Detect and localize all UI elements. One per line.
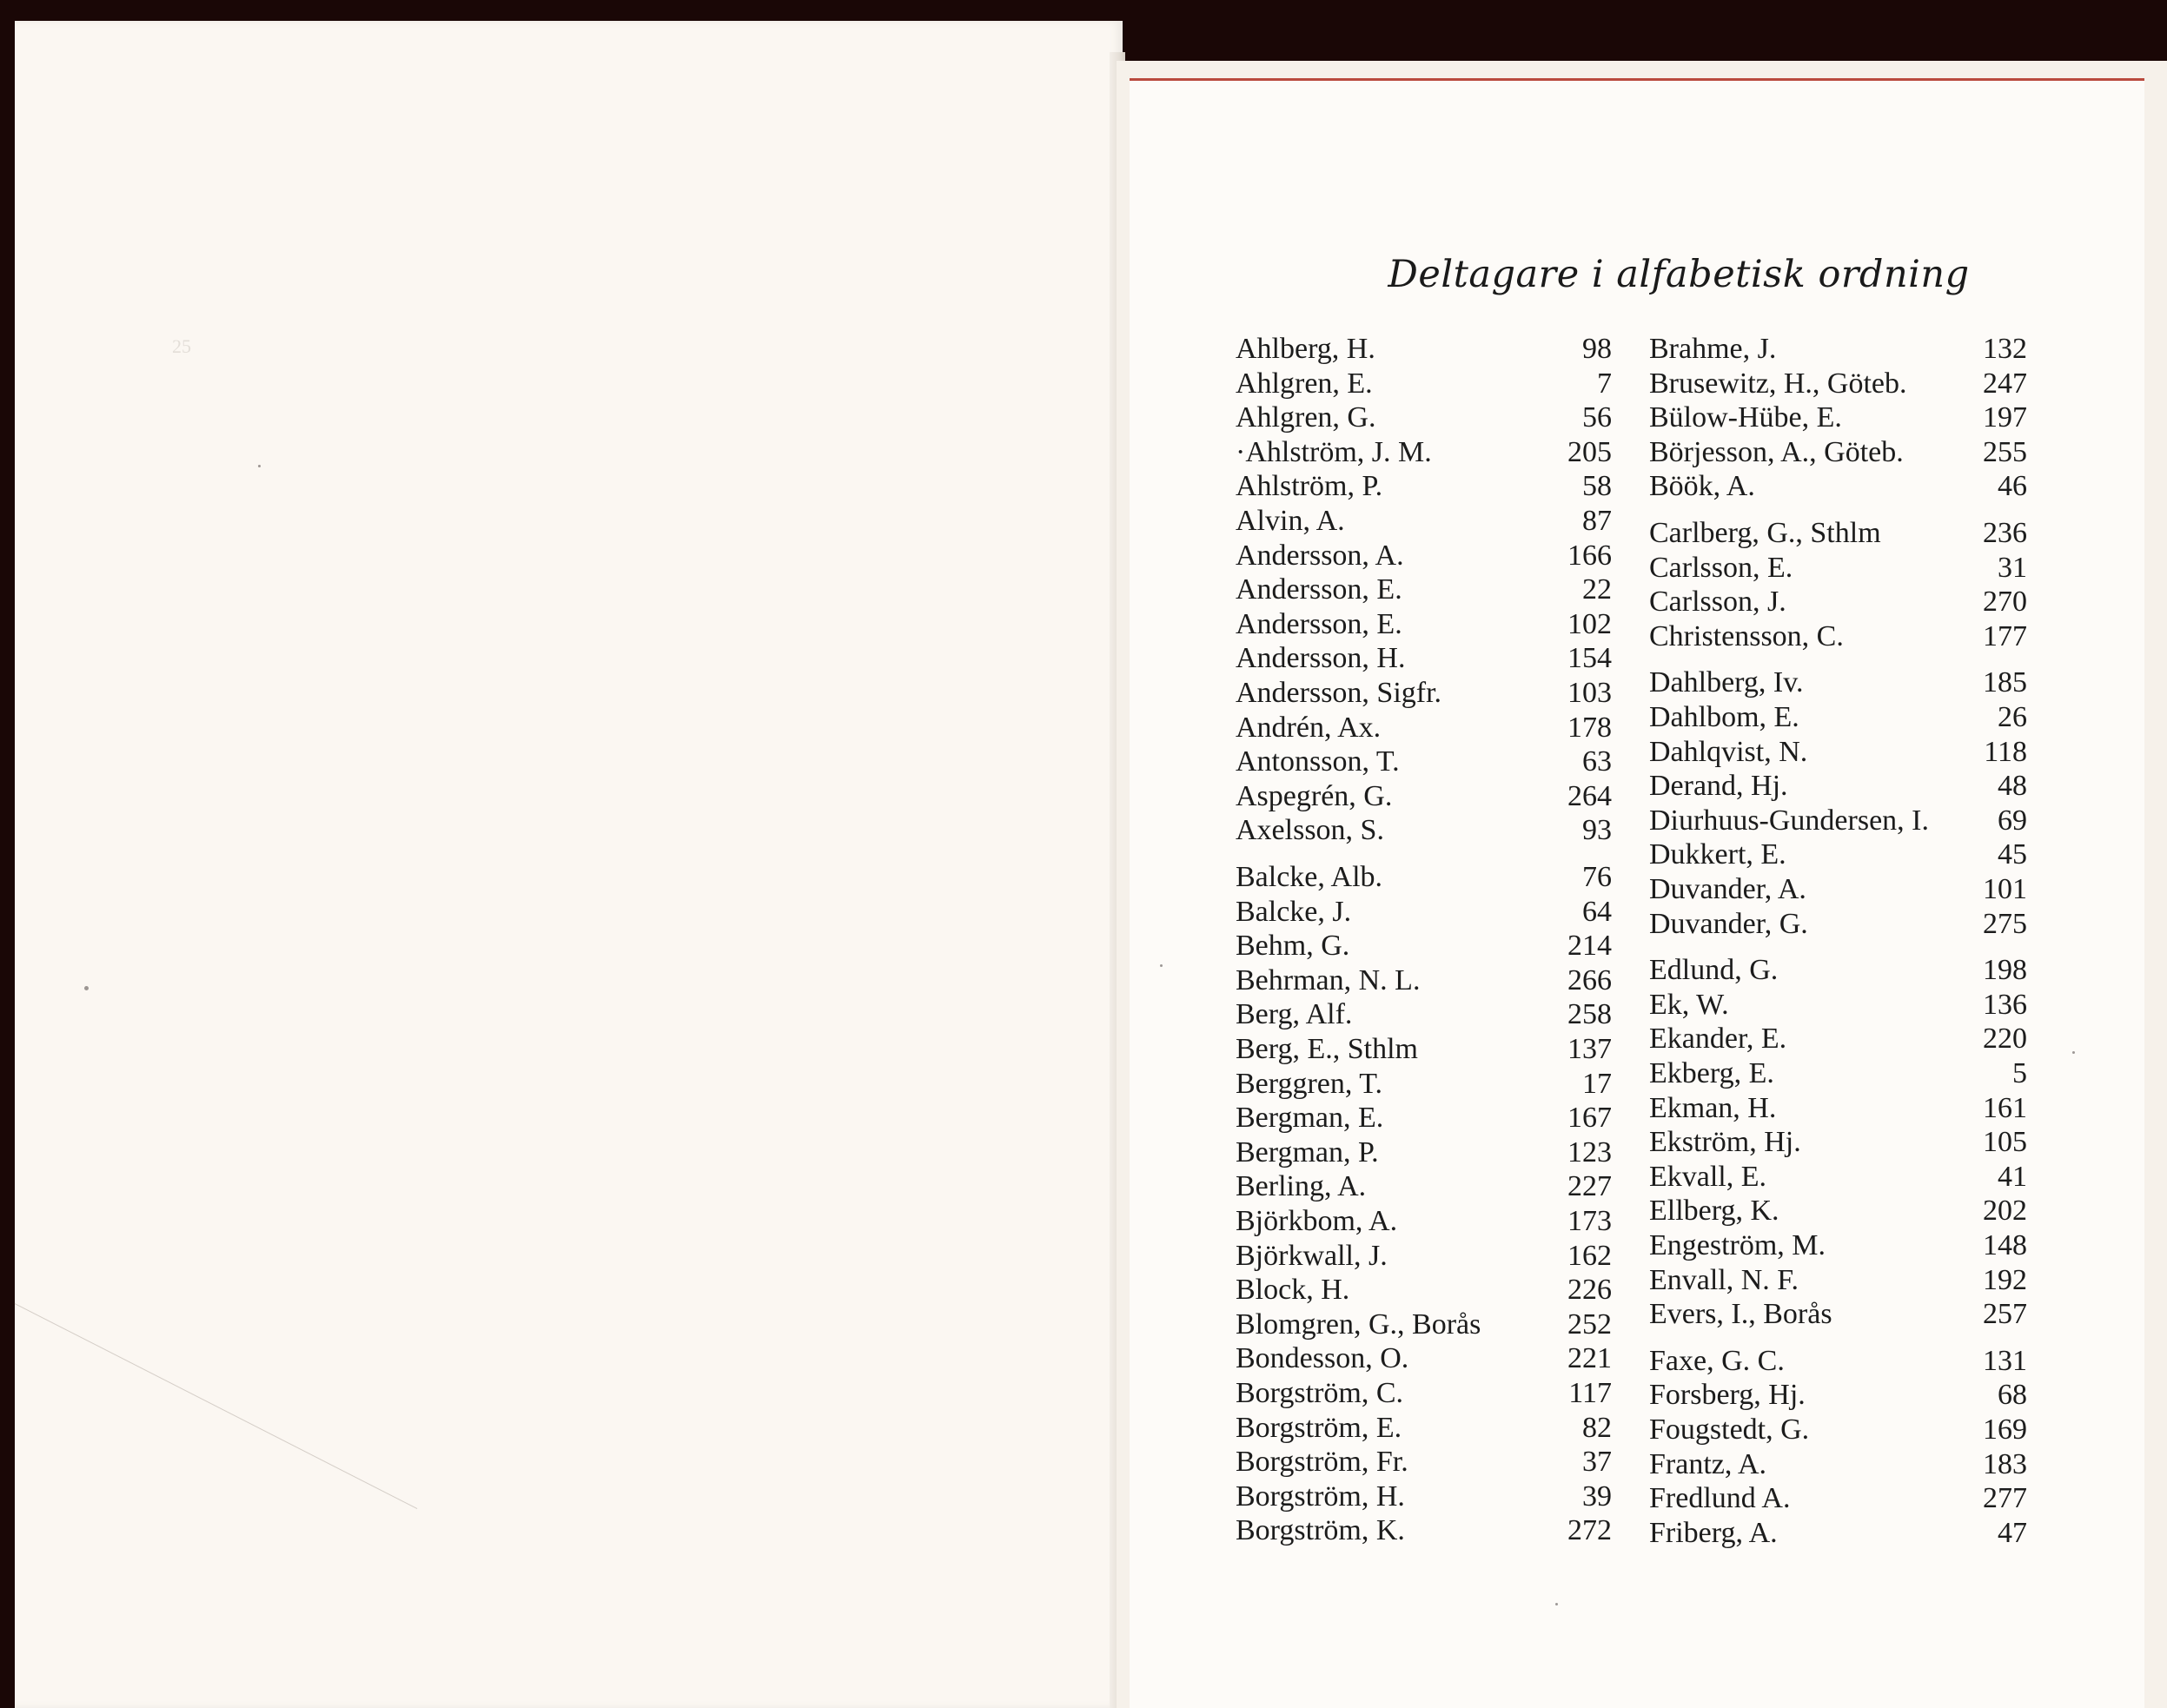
- entry-page-number: 103: [1567, 677, 1612, 709]
- entry-page-number: 39: [1582, 1480, 1612, 1513]
- entry-page-number: 46: [1998, 470, 2027, 503]
- entry-page-number: 275: [1983, 907, 2027, 940]
- entry-page-number: 132: [1983, 333, 2027, 365]
- index-entry: [1236, 1101, 1612, 1135]
- entry-page-number: 214: [1567, 930, 1612, 963]
- index-entry: [1649, 1344, 2027, 1379]
- entry-name: Berg, Alf.: [1236, 998, 1353, 1031]
- left-page-ghost-number: 25: [172, 335, 191, 357]
- entry-name: Borgström, H.: [1236, 1480, 1405, 1513]
- entry-page-number: 183: [1983, 1447, 2027, 1480]
- index-entry: [1236, 435, 1612, 470]
- entry-name: Bülow-Hübe, E.: [1649, 401, 1842, 434]
- index-entry: [1649, 469, 2027, 504]
- index-entry: [1649, 1297, 2027, 1332]
- entry-name: Ahlström, P.: [1236, 470, 1383, 503]
- entry-page-number: 117: [1568, 1377, 1612, 1409]
- index-entry: [1649, 1378, 2027, 1413]
- entry-name: Ahlgren, E.: [1236, 367, 1373, 400]
- index-entry: [1649, 1481, 2027, 1516]
- entry-page-number: 98: [1582, 333, 1612, 365]
- speck: [1555, 1603, 1558, 1605]
- entry-page-number: 192: [1983, 1263, 2027, 1296]
- index-entry: [1236, 860, 1612, 895]
- index-entry: [1236, 1067, 1612, 1102]
- index-entry: [1236, 1445, 1612, 1480]
- entry-page-number: 137: [1567, 1033, 1612, 1065]
- entry-name: Friberg, A.: [1649, 1516, 1778, 1549]
- entry-name: Dukkert, E.: [1649, 838, 1786, 871]
- entry-name: Björkbom, A.: [1236, 1205, 1398, 1237]
- entry-page-number: 154: [1567, 642, 1612, 675]
- entry-page-number: 17: [1582, 1067, 1612, 1100]
- index-entry: [1236, 895, 1612, 930]
- entry-name: Balcke, Alb.: [1236, 861, 1383, 893]
- entry-name: Börjesson, A., Göteb.: [1649, 435, 1904, 468]
- entry-name: Ahlgren, G.: [1236, 401, 1376, 434]
- entry-page-number: 236: [1983, 517, 2027, 549]
- entry-page-number: 5: [2012, 1057, 2027, 1089]
- entry-page-number: 101: [1983, 873, 2027, 905]
- entry-name: Block, H.: [1236, 1274, 1350, 1307]
- entry-page-number: 7: [1597, 367, 1612, 400]
- speck: [1160, 964, 1163, 967]
- index-entry: [1236, 367, 1612, 401]
- entry-name: Borgström, C.: [1236, 1377, 1404, 1409]
- entry-name: Andersson, E.: [1236, 573, 1402, 606]
- entry-name: Diurhuus-Gundersen, I.: [1649, 804, 1929, 837]
- index-entry: [1649, 872, 2027, 907]
- entry-page-number: 166: [1567, 539, 1612, 572]
- entry-page-number: 41: [1998, 1160, 2027, 1193]
- index-entry: [1236, 469, 1612, 504]
- entry-page-number: 277: [1983, 1482, 2027, 1515]
- entry-name: Bergman, E.: [1236, 1102, 1384, 1135]
- entry-page-number: 93: [1582, 814, 1612, 847]
- entry-name: Andersson, E.: [1236, 607, 1402, 640]
- index-entry: [1649, 1022, 2027, 1056]
- index-entry: [1236, 332, 1612, 367]
- entry-page-number: 123: [1567, 1135, 1612, 1168]
- index-entry: [1649, 1160, 2027, 1195]
- entry-page-number: 56: [1582, 401, 1612, 434]
- index-entry: [1649, 435, 2027, 470]
- entry-name: Fredlund A.: [1649, 1482, 1791, 1515]
- index-entry: [1649, 1125, 2027, 1160]
- left-blank-page: [15, 21, 1123, 1708]
- index-entry: [1649, 804, 2027, 838]
- entry-name: Böök, A.: [1649, 470, 1755, 503]
- entry-name: Berling, A.: [1236, 1170, 1367, 1203]
- entry-page-number: 148: [1983, 1229, 2027, 1261]
- entry-page-number: 76: [1582, 861, 1612, 893]
- index-entry: [1236, 745, 1612, 779]
- index-entry: [1236, 504, 1612, 539]
- entry-name: Aspegrén, G.: [1236, 779, 1393, 812]
- entry-name: Dahlberg, Iv.: [1649, 666, 1804, 699]
- entry-page-number: 82: [1582, 1411, 1612, 1444]
- entry-name: Bergman, P.: [1236, 1135, 1379, 1168]
- entry-page-number: 161: [1983, 1091, 2027, 1124]
- entry-page-number: 173: [1567, 1205, 1612, 1237]
- index-entry: [1649, 1516, 2027, 1551]
- entry-name: Ekander, E.: [1649, 1023, 1787, 1056]
- index-entry: [1649, 1413, 2027, 1447]
- index-entry: [1649, 907, 2027, 942]
- index-entry: [1649, 1228, 2027, 1263]
- entry-page-number: 257: [1983, 1298, 2027, 1331]
- entry-page-number: 226: [1567, 1274, 1612, 1307]
- entry-page-number: 272: [1567, 1514, 1612, 1547]
- entry-page-number: 169: [1983, 1413, 2027, 1446]
- entry-page-number: 264: [1567, 779, 1612, 812]
- entry-page-number: 220: [1983, 1023, 2027, 1056]
- entry-page-number: 45: [1998, 838, 2027, 871]
- entry-page-number: 197: [1983, 401, 2027, 434]
- index-entry: [1236, 963, 1612, 998]
- entry-name: Andersson, H.: [1236, 642, 1406, 675]
- index-entry: [1649, 953, 2027, 988]
- index-entry: [1236, 1204, 1612, 1239]
- entry-name: Ekman, H.: [1649, 1091, 1777, 1124]
- entry-name: Blomgren, G., Borås: [1236, 1307, 1481, 1341]
- entry-name: Dahlqvist, N.: [1649, 735, 1808, 768]
- index-entry: [1236, 929, 1612, 963]
- entry-name: Ek, W.: [1649, 988, 1729, 1021]
- entry-name: Borgström, Fr.: [1236, 1446, 1408, 1479]
- entry-name: Antonsson, T.: [1236, 745, 1400, 778]
- index-entry: [1236, 401, 1612, 435]
- index-entry: [1236, 813, 1612, 848]
- entry-name: Andersson, A.: [1236, 539, 1404, 572]
- index-entry: [1649, 837, 2027, 872]
- entry-page-number: 118: [1984, 735, 2027, 768]
- index-entry: [1236, 1513, 1612, 1548]
- entry-page-number: 270: [1983, 586, 2027, 619]
- index-entry: [1236, 676, 1612, 711]
- speck: [2072, 1051, 2075, 1054]
- entry-name: Berggren, T.: [1236, 1067, 1383, 1100]
- entry-page-number: 177: [1983, 619, 2027, 652]
- index-entry: [1236, 779, 1612, 814]
- index-entry: [1649, 1056, 2027, 1091]
- entry-name: Dahlbom, E.: [1649, 701, 1799, 733]
- entry-name: Frantz, A.: [1649, 1447, 1767, 1480]
- entry-page-number: 221: [1567, 1342, 1612, 1375]
- page-title: [1130, 253, 2144, 296]
- entry-page-number: 37: [1582, 1446, 1612, 1479]
- index-entry: [1236, 1032, 1612, 1067]
- index-entry: [1236, 711, 1612, 745]
- entry-page-number: 258: [1567, 998, 1612, 1031]
- entry-page-number: 202: [1983, 1195, 2027, 1228]
- entry-name: Berg, E., Sthlm: [1236, 1033, 1418, 1065]
- index-entry: [1649, 551, 2027, 586]
- speck: [258, 465, 261, 467]
- entry-name: Carlberg, G., Sthlm: [1649, 517, 1881, 549]
- index-entry: [1649, 401, 2027, 435]
- entry-name: Borgström, E.: [1236, 1411, 1402, 1444]
- entry-page-number: 255: [1983, 435, 2027, 468]
- entry-name: Balcke, J.: [1236, 895, 1352, 928]
- entry-page-number: 47: [1998, 1516, 2027, 1549]
- entry-page-number: 185: [1983, 666, 2027, 699]
- entry-page-number: 87: [1582, 505, 1612, 537]
- entry-page-number: 68: [1998, 1379, 2027, 1412]
- entry-page-number: 22: [1582, 573, 1612, 606]
- page-title-text: Deltagare i alfabetisk ordning: [1388, 253, 1970, 296]
- entry-name: Brahme, J.: [1649, 333, 1777, 365]
- index-entry: [1236, 607, 1612, 642]
- entry-name: Faxe, G. C.: [1649, 1344, 1785, 1377]
- index-entry: [1236, 1411, 1612, 1446]
- index-entry: [1236, 573, 1612, 607]
- index-entry: [1236, 1135, 1612, 1170]
- entry-name: Ekberg, E.: [1649, 1057, 1774, 1089]
- index-entry: [1649, 1091, 2027, 1126]
- index-entry: [1236, 1376, 1612, 1411]
- entry-name: Engeström, M.: [1649, 1229, 1826, 1261]
- entry-name: Behm, G.: [1236, 930, 1350, 963]
- index-page: [1130, 78, 2144, 1708]
- entry-name: Duvander, G.: [1649, 907, 1808, 940]
- entry-page-number: 102: [1567, 607, 1612, 640]
- index-entry: [1649, 619, 2027, 654]
- entry-page-number: 64: [1582, 895, 1612, 928]
- index-entry: [1649, 516, 2027, 551]
- entry-page-number: 198: [1983, 954, 2027, 987]
- entry-name: Axelsson, S.: [1236, 814, 1384, 847]
- index-entry: [1236, 1307, 1612, 1342]
- entry-page-number: 247: [1983, 367, 2027, 400]
- index-entry: [1649, 332, 2027, 367]
- index-entry: [1649, 769, 2027, 804]
- index-entry: [1236, 1169, 1612, 1204]
- entry-page-number: 63: [1582, 745, 1612, 778]
- entry-page-number: 105: [1983, 1126, 2027, 1159]
- entry-name: Ellberg, K.: [1649, 1195, 1779, 1228]
- entry-page-number: 162: [1567, 1239, 1612, 1272]
- entry-name: Ekvall, E.: [1649, 1160, 1767, 1193]
- entry-page-number: 131: [1983, 1344, 2027, 1377]
- entry-page-number: 266: [1567, 963, 1612, 996]
- entry-name: Brusewitz, H., Göteb.: [1649, 367, 1907, 400]
- index-entry: [1236, 997, 1612, 1032]
- entry-page-number: 136: [1983, 988, 2027, 1021]
- index-entry: [1649, 665, 2027, 700]
- entry-name: Behrman, N. L.: [1236, 963, 1421, 996]
- entry-name: Carlsson, E.: [1649, 551, 1793, 584]
- index-entry: [1236, 1239, 1612, 1274]
- index-entry: [1649, 585, 2027, 619]
- entry-page-number: 205: [1567, 435, 1612, 468]
- entry-name: Ahlberg, H.: [1236, 333, 1375, 365]
- entry-name: Andersson, Sigfr.: [1236, 677, 1442, 709]
- index-entry: [1236, 1480, 1612, 1514]
- entry-name: Evers, I., Borås: [1649, 1298, 1832, 1331]
- speck: [84, 986, 89, 990]
- entry-name: Borgström, K.: [1236, 1514, 1405, 1547]
- entry-page-number: 31: [1998, 551, 2027, 584]
- entry-page-number: 58: [1582, 470, 1612, 503]
- entry-name: Fougstedt, G.: [1649, 1413, 1810, 1446]
- index-entry: [1649, 1263, 2027, 1298]
- entry-name: Björkwall, J.: [1236, 1239, 1388, 1272]
- index-entry: [1236, 1341, 1612, 1376]
- index-entry: [1649, 367, 2027, 401]
- index-entry: [1236, 539, 1612, 573]
- index-entry: [1649, 735, 2027, 770]
- entry-page-number: 227: [1567, 1170, 1612, 1203]
- entry-page-number: 26: [1998, 701, 2027, 733]
- entry-page-number: 252: [1567, 1307, 1612, 1341]
- entry-name: Andrén, Ax.: [1236, 711, 1382, 744]
- entry-name: Alvin, A.: [1236, 505, 1345, 537]
- index-entry: [1649, 988, 2027, 1023]
- entry-name: Edlund, G.: [1649, 954, 1779, 987]
- index-entry: [1649, 700, 2027, 735]
- entry-name: Envall, N. F.: [1649, 1263, 1799, 1296]
- entry-name: ·Ahlström, J. M.: [1236, 435, 1432, 468]
- entry-page-number: 178: [1567, 711, 1612, 744]
- entry-name: Forsberg, Hj.: [1649, 1379, 1806, 1412]
- entry-name: Carlsson, J.: [1649, 586, 1786, 619]
- entry-name: Bondesson, O.: [1236, 1342, 1409, 1375]
- index-entry: [1649, 1447, 2027, 1482]
- entry-name: Christensson, C.: [1649, 619, 1844, 652]
- entry-page-number: 167: [1567, 1102, 1612, 1135]
- entry-name: Derand, Hj.: [1649, 770, 1788, 803]
- entry-page-number: 69: [1998, 804, 2027, 837]
- entry-page-number: 48: [1998, 770, 2027, 803]
- entry-name: Ekström, Hj.: [1649, 1126, 1801, 1159]
- index-entry: [1649, 1194, 2027, 1228]
- index-entry: [1236, 641, 1612, 676]
- index-entry: [1236, 1273, 1612, 1307]
- entry-name: Duvander, A.: [1649, 873, 1806, 905]
